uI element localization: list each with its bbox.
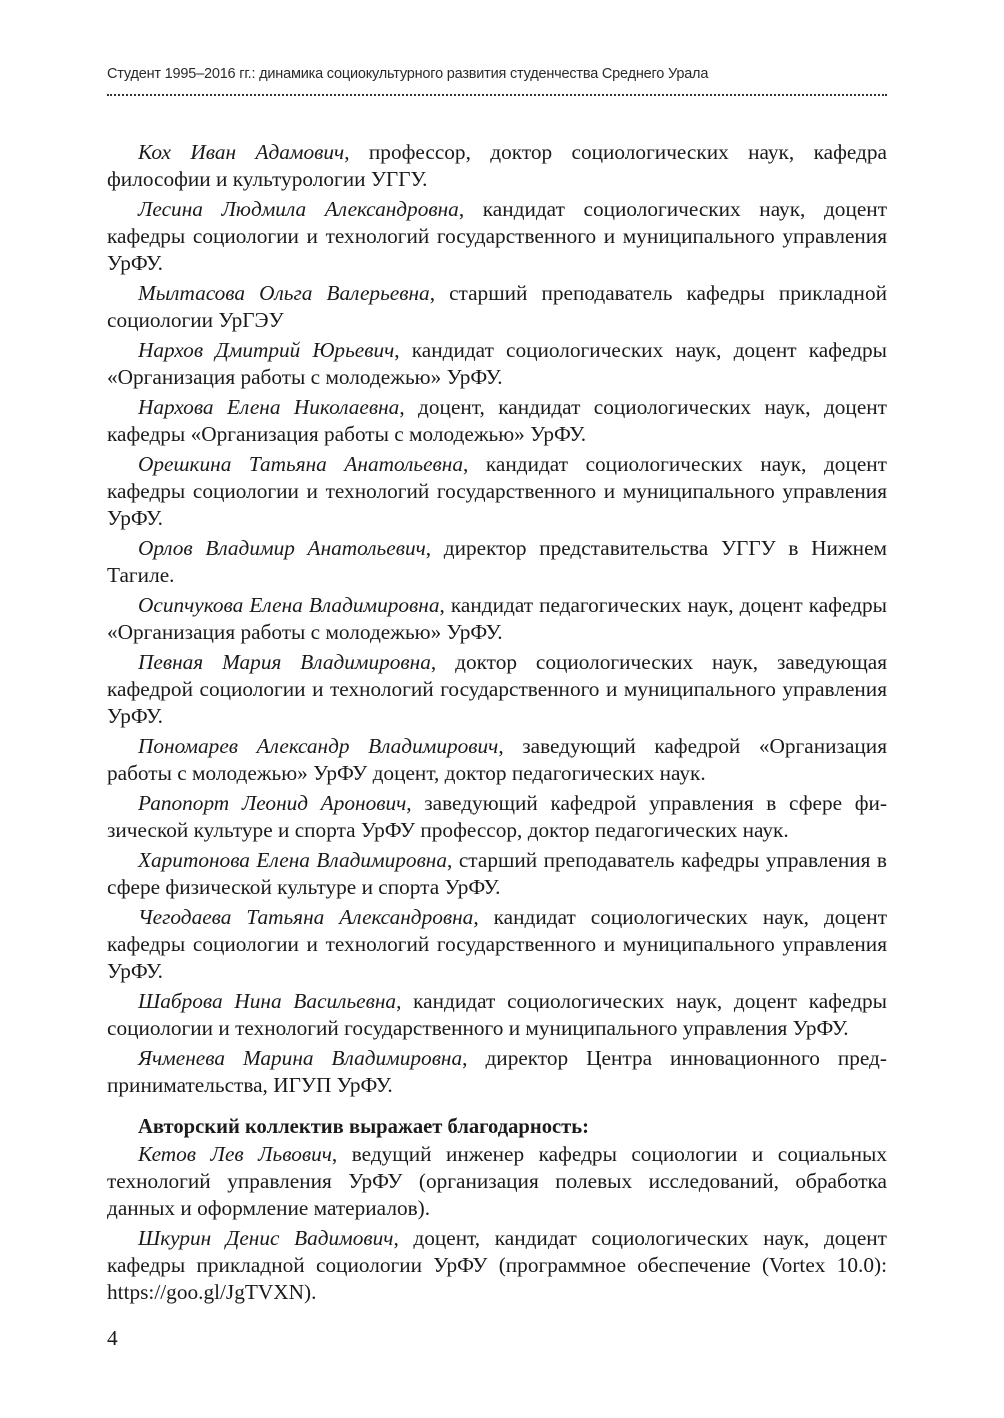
author-description: , профессор, доктор социологических наук, кафедра философии и культурологии УГГУ. — [107, 140, 887, 191]
acknowledgments-heading: Авторский коллектив выражает благодарность: — [138, 1116, 590, 1138]
acknowledgment-entry — [107, 1141, 887, 1222]
author-name: Мылтасова Ольга Валерьевна — [138, 281, 430, 305]
author-entry — [107, 280, 887, 334]
acknowledgment-description: , ведущий инженер кафедры социологии и социальных технологий управления УрФУ (организация полевых исследований, обработка данных и оформление материалов). — [107, 1142, 888, 1220]
author-name: Рапопорт Леонид Аронович — [138, 791, 407, 815]
author-name: Осипчукова Елена Владимировна — [138, 593, 440, 617]
page-number: 4 — [107, 1326, 118, 1350]
author-entry — [107, 1045, 887, 1099]
author-name: Харитонова Елена Владимировна — [138, 848, 448, 872]
author-name: Чегодаева Татьяна Александровна — [138, 905, 474, 929]
acknowledgment-name: Кетов Лев Львович — [138, 1142, 332, 1166]
author-entry — [107, 847, 887, 901]
author-name: Орлов Владимир Анатольевич — [138, 536, 426, 560]
author-name: Нархова Елена Николаевна — [138, 395, 400, 419]
author-description: , кандидат социологических наук, доцент кафедры социологии и технологий государственного и муниципального управления УрФУ. — [107, 989, 887, 1040]
author-name: Лесина Людмила Александровна — [138, 197, 459, 221]
acknowledgment-entry — [107, 1225, 887, 1306]
author-entry — [107, 337, 887, 391]
author-description: , заведующий кафедрой управления в сфере физической культуре и спорта УрФУ профессор, доктор педагогических наук. — [107, 791, 887, 842]
author-name: Нархов Дмитрий Юрьевич — [138, 338, 395, 362]
page-body — [107, 139, 887, 1309]
author-name: Шаброва Нина Васильевна — [138, 989, 397, 1013]
author-name: Орешкина Татьяна Анатольевна — [138, 452, 463, 476]
author-entry — [107, 988, 887, 1042]
author-description: , доктор социологических наук, заведующая кафедрой социологии и технологий государственного и муниципального управления УрФУ. — [107, 650, 887, 728]
author-name: Певная Мария Владимировна — [138, 650, 431, 674]
author-description: , старший преподаватель кафедры управления в сфере физической культуре и спорта УрФУ. — [107, 848, 887, 899]
author-description: , директор Центра инновационного предпринимательства, ИГУП УрФУ. — [107, 1046, 887, 1097]
acknowledgment-name: Шкурин Денис Вадимович — [138, 1226, 394, 1250]
author-entry — [107, 451, 887, 532]
author-description: , кандидат социологических наук, доцент кафедры «Организация работы с молодежью» УрФУ. — [107, 338, 887, 389]
author-description: , кандидат социологических наук, доцент кафедры социологии и технологий государственного и муниципального управления УрФУ. — [107, 905, 888, 983]
header-dotted-rule — [107, 94, 887, 96]
author-description: , кандидат социологических наук, доцент кафедры социологии и технологий государственного и муниципального управления УрФУ. — [107, 197, 888, 275]
acknowledgment-description: , доцент, кандидат социологических наук, доцент кафедры прикладной социологии УрФУ (программное обеспечение (Vortex 10.0): https://goo.gl/JgTVXN). — [107, 1226, 887, 1304]
author-description: , старший преподаватель кафедры прикладной социологии УрГЭУ — [107, 281, 887, 332]
author-name: Ячменева Марина Владимировна — [138, 1046, 463, 1070]
author-entry — [107, 535, 887, 589]
author-entry — [107, 139, 887, 193]
author-entry — [107, 394, 887, 448]
author-description: , заведующий кафедрой «Организация работы с молодежью» УрФУ доцент, доктор педагогических наук. — [107, 734, 887, 785]
author-entry — [107, 790, 887, 844]
author-entry — [107, 904, 887, 985]
author-entry — [107, 733, 887, 787]
author-name: Кох Иван Адамович — [138, 140, 345, 164]
author-description: , директор представительства УГГУ в Нижнем Тагиле. — [107, 536, 887, 587]
author-name: Пономарев Александр Владимирович — [138, 734, 499, 758]
running-header: Студент 1995–2016 гг.: динамика социокультурного развития студенчества Среднего Урала — [107, 66, 709, 82]
author-entry — [107, 196, 887, 277]
author-description: , кандидат педагогических наук, доцент кафедры «Организация работы с молодежью» УрФУ. — [107, 593, 887, 644]
author-description: , доцент, кандидат социологических наук, доцент кафедры «Организация работы с молодежью» УрФУ. — [107, 395, 887, 446]
author-entry — [107, 649, 887, 730]
author-description: , кандидат социологических наук, доцент кафедры социологии и технологий государственного и муниципального управления УрФУ. — [107, 452, 887, 530]
author-entry — [107, 592, 887, 646]
